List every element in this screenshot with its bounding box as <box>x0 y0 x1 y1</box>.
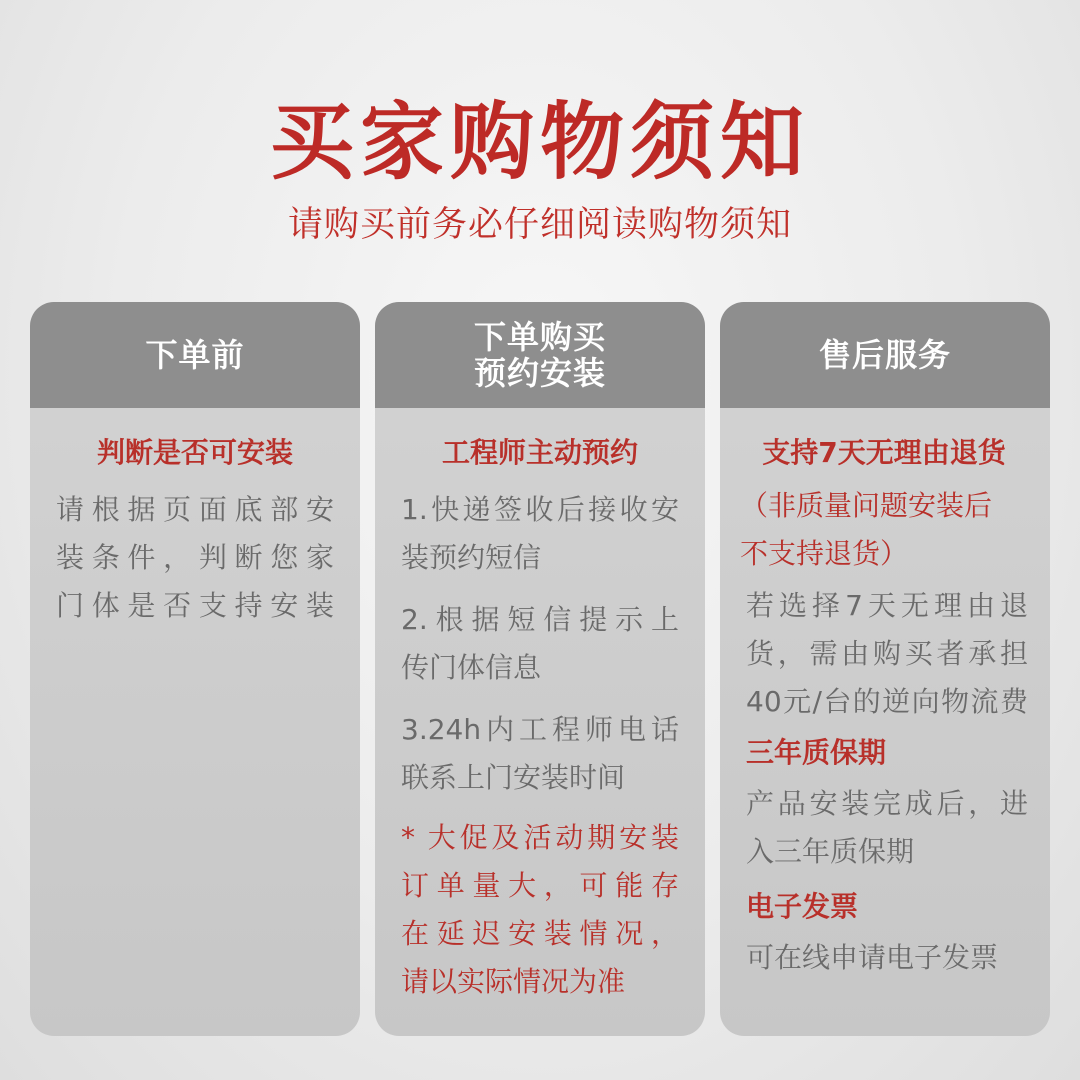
step-1: 1.快递签收后接收安 装预约短信 <box>401 493 679 574</box>
install-check-text: 请根据页面底部安 装条件，判断您家 门体是否支持安装 <box>56 493 334 622</box>
card-header-label: 下单前 <box>145 336 245 374</box>
card-order-appointment <box>375 302 705 1036</box>
warranty-text: 产品安装完成后，进 入三年质保期 <box>746 787 1028 868</box>
card-header-line: 下单购买 <box>473 318 606 356</box>
install-check-heading: 判断是否可安装 <box>96 436 293 469</box>
page-subtitle: 请购买前务必仔细阅读购物须知 <box>287 205 792 245</box>
return-policy-heading: 支持7天无理由退货 <box>762 436 1006 469</box>
card-header-label: 售后服务 <box>818 336 951 374</box>
return-policy-text: 若选择7天无理由退 货，需由购买者承担 40元/台的逆向物流费 <box>746 589 1028 718</box>
card-header-after-sales <box>720 302 1050 408</box>
warranty-heading: 三年质保期 <box>746 736 887 769</box>
step-2: 2.根据短信提示上 传门体信息 <box>401 603 679 684</box>
promo-delay-note: * 大促及活动期安装 订单量大，可能存 在延迟安装情况， 请以实际情况为准 <box>401 821 679 998</box>
invoice-text: 可在线申请电子发票 <box>746 941 999 974</box>
card-after-sales <box>720 302 1050 1036</box>
engineer-appointment-heading: 工程师主动预约 <box>441 436 638 469</box>
card-header-line: 预约安装 <box>473 354 606 392</box>
return-policy-note: （非质量问题安装后 不支持退货） <box>740 489 993 570</box>
card-header-before-order <box>30 302 360 408</box>
step-3: 3.24h内工程师电话 联系上门安装时间 <box>401 713 679 794</box>
card-header-order-appointment <box>375 302 705 408</box>
card-before-order <box>30 302 360 1036</box>
invoice-heading: 电子发票 <box>746 890 859 923</box>
page-title: 买家购物须知 <box>269 93 810 191</box>
